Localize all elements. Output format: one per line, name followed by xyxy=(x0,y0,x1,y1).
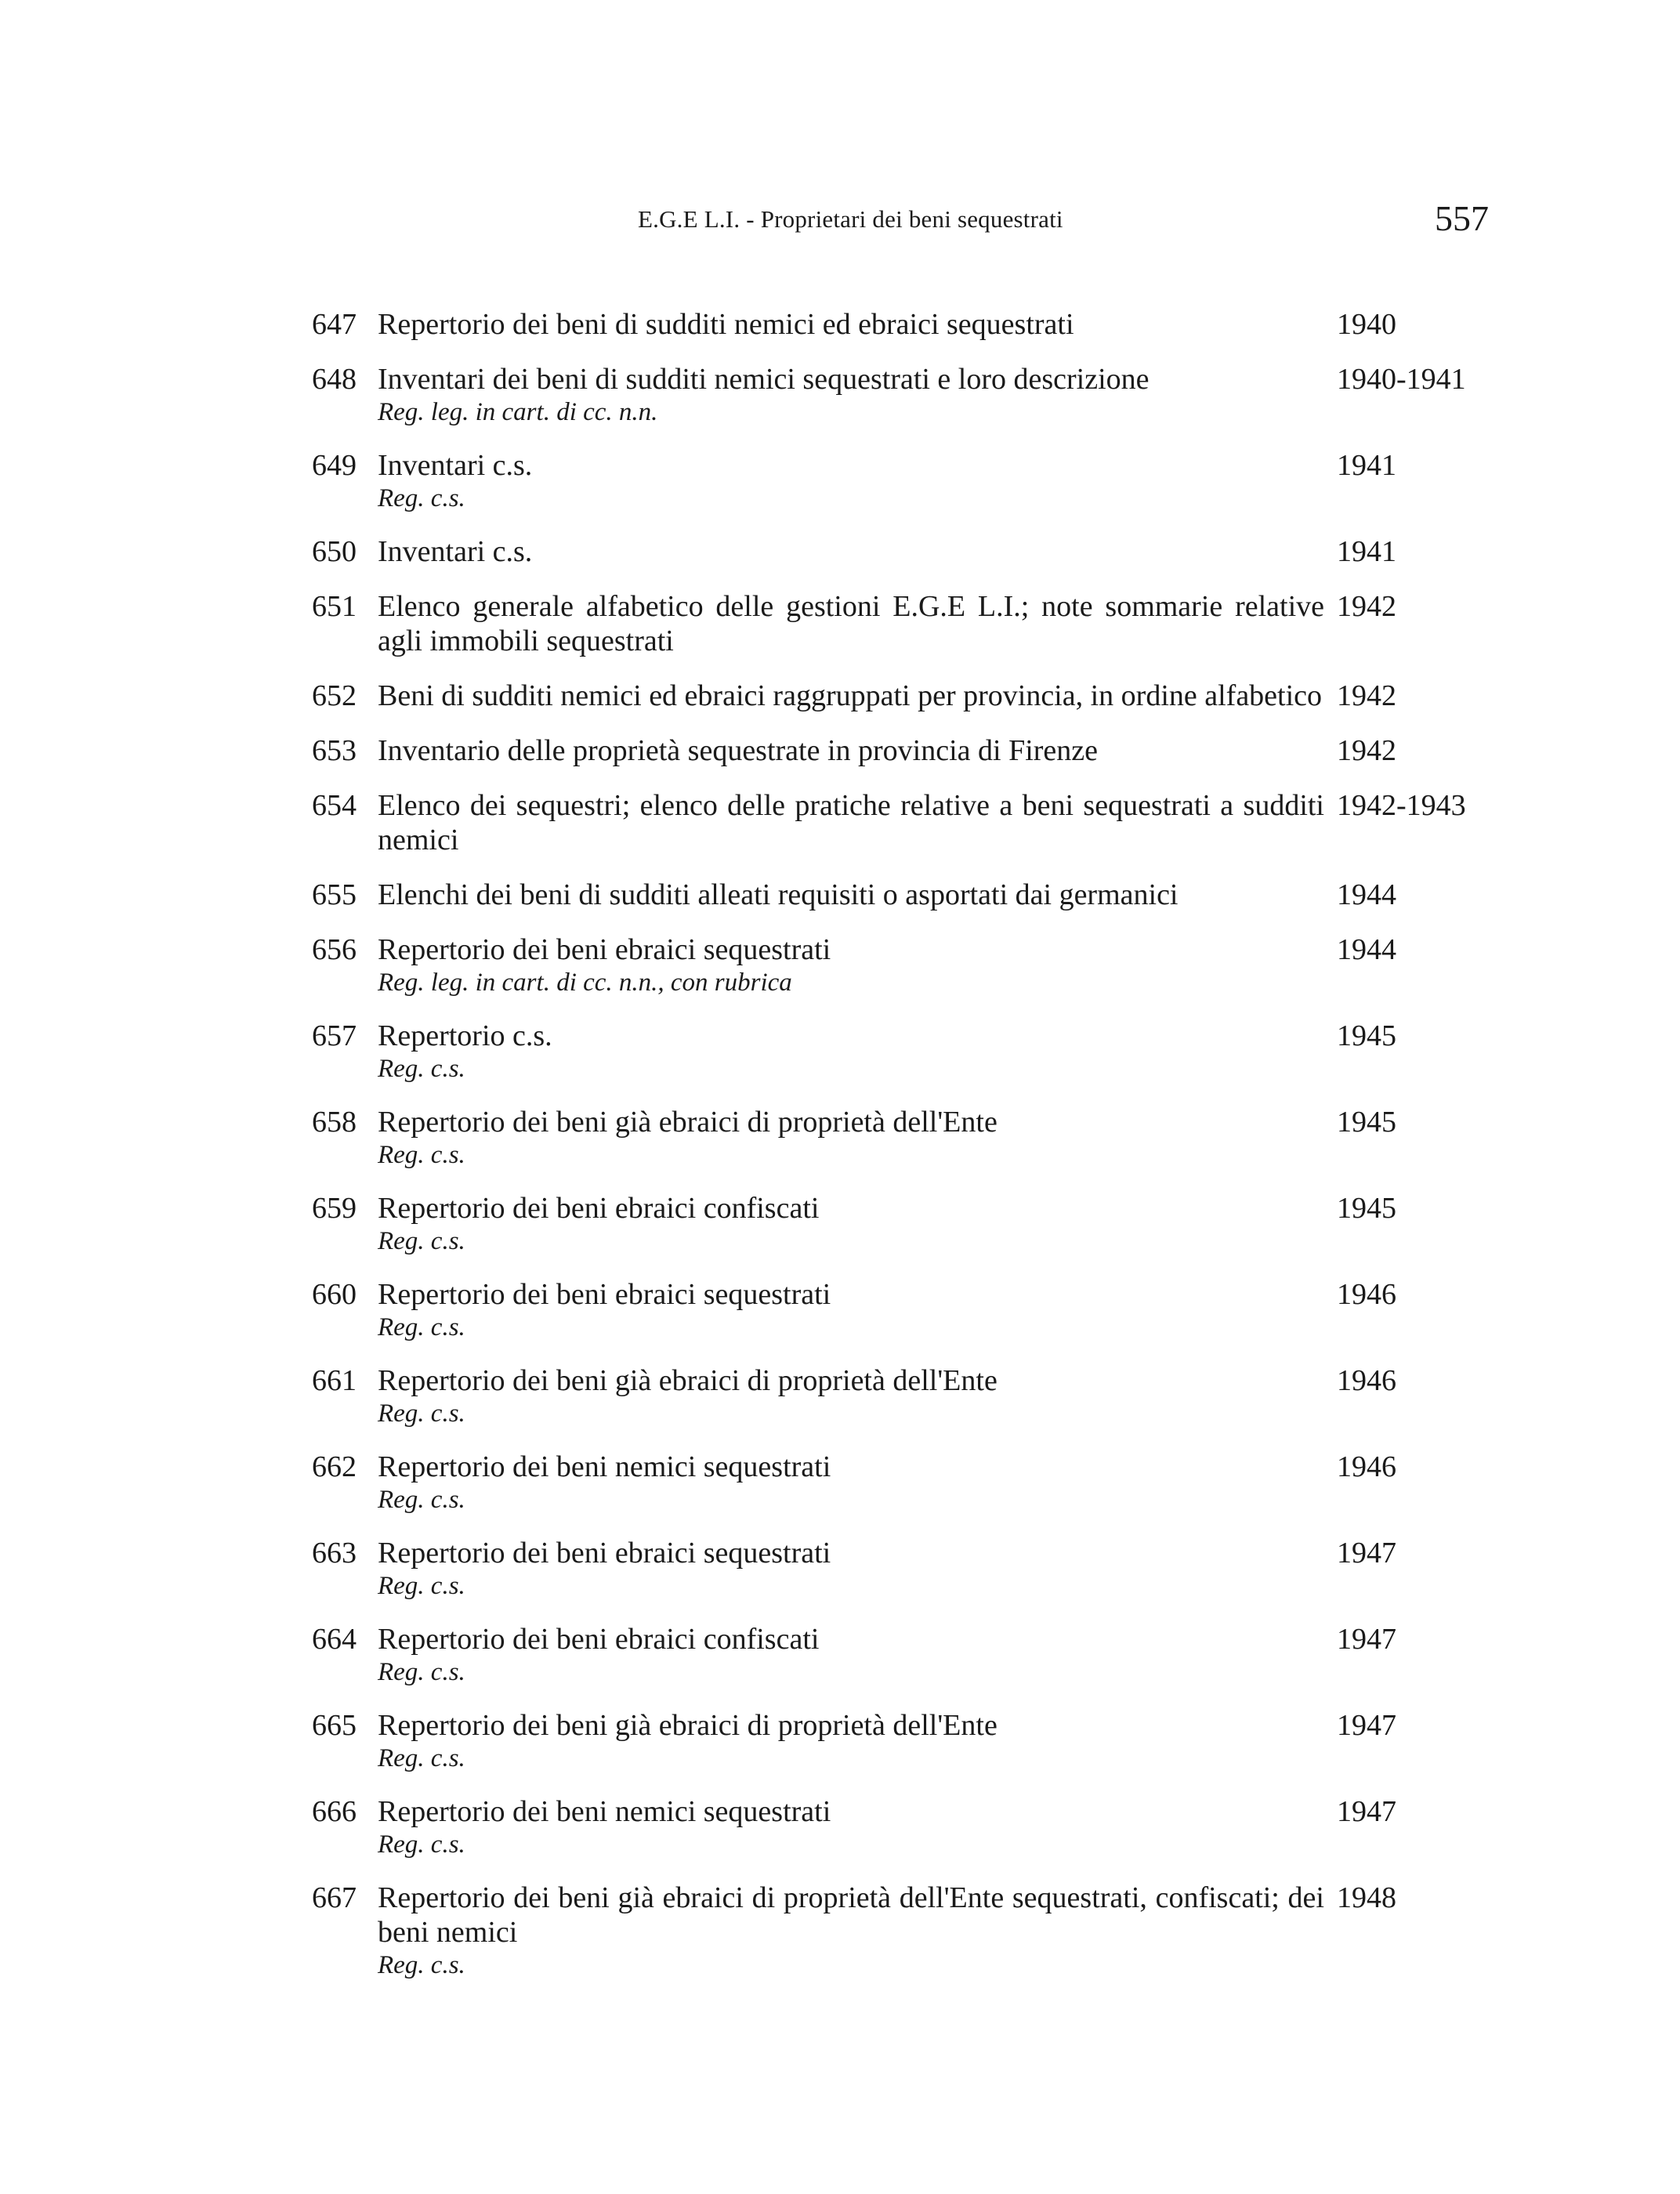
catalog-entry xyxy=(312,1794,1472,1860)
entry-line xyxy=(312,679,1472,713)
entry-date: 1942 xyxy=(1337,679,1396,712)
entry-number: 651 xyxy=(312,590,357,623)
entry-number: 649 xyxy=(312,449,357,482)
entry-title: Elenchi dei beni di sudditi alleati requisiti o asportati dai germanici xyxy=(378,878,1179,911)
page-number: 557 xyxy=(1435,198,1489,238)
entry-date: 1942 xyxy=(1337,734,1396,767)
catalog-entry xyxy=(312,362,1472,428)
entry-date: 1946 xyxy=(1337,1278,1396,1311)
catalog-entry xyxy=(312,1708,1472,1774)
running-title: E.G.E L.I. - Proprietari dei beni sequestrati xyxy=(638,205,1063,233)
entry-title: Beni di sudditi nemici ed ebraici raggruppati per provincia, in ordine alfabetico xyxy=(378,679,1323,712)
entry-title: Repertorio dei beni ebraici sequestrati xyxy=(378,1537,831,1569)
entry-number: 648 xyxy=(312,363,357,396)
entry-line xyxy=(312,448,1472,483)
entry-title: Inventari c.s. xyxy=(378,535,533,568)
entry-title: Elenco generale alfabetico delle gestioni E.G.E L.I.; note sommarie relative agli immobili sequestrati xyxy=(378,590,1324,657)
entry-line xyxy=(312,1708,1472,1743)
entry-date: 1947 xyxy=(1337,1537,1396,1569)
entry-note: Reg. c.s. xyxy=(378,1227,465,1255)
entry-number: 662 xyxy=(312,1450,357,1483)
entry-number: 654 xyxy=(312,789,357,822)
entry-date: 1940-1941 xyxy=(1337,363,1466,396)
entry-date: 1945 xyxy=(1337,1192,1396,1225)
entry-date: 1944 xyxy=(1337,878,1396,911)
entry-note: Reg. c.s. xyxy=(378,1486,465,1514)
catalog-entry xyxy=(312,307,1472,342)
catalog-entry xyxy=(312,1450,1472,1515)
catalog-entry xyxy=(312,1881,1472,1981)
entry-title: Repertorio dei beni ebraici confiscati xyxy=(378,1192,820,1225)
entry-note: Reg. c.s. xyxy=(378,1313,465,1341)
entry-line xyxy=(312,1536,1472,1570)
entry-title: Repertorio dei beni già ebraici di proprietà dell'Ente xyxy=(378,1106,998,1139)
catalog-entry xyxy=(312,448,1472,514)
entry-number: 657 xyxy=(312,1019,357,1052)
catalog-entry xyxy=(312,1105,1472,1171)
entry-number: 658 xyxy=(312,1106,357,1139)
entry-number: 666 xyxy=(312,1795,357,1828)
entry-note: Reg. c.s. xyxy=(378,1141,465,1169)
entry-note: Reg. c.s. xyxy=(378,1572,465,1600)
entry-title: Repertorio dei beni già ebraici di proprietà dell'Ente sequestrati, confiscati; dei beni nemici xyxy=(378,1881,1324,1949)
entry-date: 1941 xyxy=(1337,535,1396,568)
entry-line xyxy=(312,589,1472,658)
entry-line xyxy=(312,1622,1472,1656)
entry-note: Reg. c.s. xyxy=(378,1658,465,1686)
entry-line xyxy=(312,788,1472,857)
entry-date: 1945 xyxy=(1337,1019,1396,1052)
entry-title: Repertorio dei beni nemici sequestrati xyxy=(378,1450,831,1483)
entry-line xyxy=(312,1191,1472,1226)
entry-date: 1942 xyxy=(1337,590,1396,623)
entry-date: 1941 xyxy=(1337,449,1396,482)
catalog-entry xyxy=(312,534,1472,569)
entry-date: 1947 xyxy=(1337,1709,1396,1742)
entry-number: 660 xyxy=(312,1278,357,1311)
entry-number: 664 xyxy=(312,1623,357,1656)
entry-title: Repertorio dei beni nemici sequestrati xyxy=(378,1795,831,1828)
catalog-entry xyxy=(312,788,1472,857)
entry-number: 663 xyxy=(312,1537,357,1569)
entry-line xyxy=(312,878,1472,912)
entry-title: Repertorio c.s. xyxy=(378,1019,552,1052)
entry-line xyxy=(312,362,1472,396)
entry-line xyxy=(312,1277,1472,1312)
entry-note: Reg. leg. in cart. di cc. n.n., con rubrica xyxy=(378,968,792,997)
catalog-entry xyxy=(312,679,1472,713)
entry-line xyxy=(312,534,1472,569)
entry-number: 656 xyxy=(312,933,357,966)
entry-number: 665 xyxy=(312,1709,357,1742)
catalog-entry xyxy=(312,1536,1472,1602)
entry-date: 1947 xyxy=(1337,1795,1396,1828)
entry-date: 1940 xyxy=(1337,308,1396,341)
entry-line xyxy=(312,932,1472,967)
entry-number: 661 xyxy=(312,1364,357,1397)
entry-title: Repertorio dei beni ebraici sequestrati xyxy=(378,1278,831,1311)
entry-date: 1946 xyxy=(1337,1450,1396,1483)
entry-number: 647 xyxy=(312,308,357,341)
entry-date: 1942-1943 xyxy=(1337,789,1466,822)
entry-line xyxy=(312,733,1472,768)
catalog-entry xyxy=(312,1019,1472,1084)
entry-number: 659 xyxy=(312,1192,357,1225)
catalog-entry xyxy=(312,1191,1472,1257)
catalog-entry xyxy=(312,733,1472,768)
entry-date: 1945 xyxy=(1337,1106,1396,1139)
entry-line xyxy=(312,1105,1472,1139)
catalog-entry xyxy=(312,932,1472,998)
catalog-entry xyxy=(312,589,1472,658)
entry-number: 652 xyxy=(312,679,357,712)
entry-line xyxy=(312,1794,1472,1829)
entry-line xyxy=(312,1881,1472,1950)
entry-title: Inventari dei beni di sudditi nemici sequestrati e loro descrizione xyxy=(378,363,1150,396)
catalog-entry xyxy=(312,1363,1472,1429)
entry-note: Reg. c.s. xyxy=(378,1399,465,1428)
catalog-entry xyxy=(312,1622,1472,1688)
entry-line xyxy=(312,307,1472,342)
entry-title: Repertorio dei beni ebraici confiscati xyxy=(378,1623,820,1656)
entry-note: Reg. c.s. xyxy=(378,484,465,512)
entry-title: Elenco dei sequestri; elenco delle pratiche relative a beni sequestrati a sudditi nemici xyxy=(378,789,1324,856)
entry-title: Repertorio dei beni ebraici sequestrati xyxy=(378,933,831,966)
entry-line xyxy=(312,1363,1472,1398)
entry-note: Reg. c.s. xyxy=(378,1055,465,1083)
entry-number: 653 xyxy=(312,734,357,767)
entry-number: 650 xyxy=(312,535,357,568)
entry-note: Reg. c.s. xyxy=(378,1744,465,1772)
entry-date: 1947 xyxy=(1337,1623,1396,1656)
entry-date: 1946 xyxy=(1337,1364,1396,1397)
entry-title: Repertorio dei beni già ebraici di proprietà dell'Ente xyxy=(378,1364,998,1397)
catalog-entry xyxy=(312,1277,1472,1343)
entry-title: Repertorio dei beni già ebraici di proprietà dell'Ente xyxy=(378,1709,998,1742)
entry-title: Repertorio dei beni di sudditi nemici ed ebraici sequestrati xyxy=(378,308,1074,341)
catalog-list xyxy=(312,307,1472,2001)
entry-line xyxy=(312,1450,1472,1484)
entry-number: 655 xyxy=(312,878,357,911)
running-head xyxy=(313,197,1489,244)
entry-number: 667 xyxy=(312,1881,357,1914)
entry-note: Reg. leg. in cart. di cc. n.n. xyxy=(378,398,658,426)
catalog-entry xyxy=(312,878,1472,912)
entry-line xyxy=(312,1019,1472,1053)
entry-note: Reg. c.s. xyxy=(378,1951,465,1979)
entry-title: Inventari c.s. xyxy=(378,449,533,482)
entry-note: Reg. c.s. xyxy=(378,1830,465,1859)
entry-title: Inventario delle proprietà sequestrate in provincia di Firenze xyxy=(378,734,1099,767)
entry-date: 1948 xyxy=(1337,1881,1396,1914)
entry-date: 1944 xyxy=(1337,933,1396,966)
